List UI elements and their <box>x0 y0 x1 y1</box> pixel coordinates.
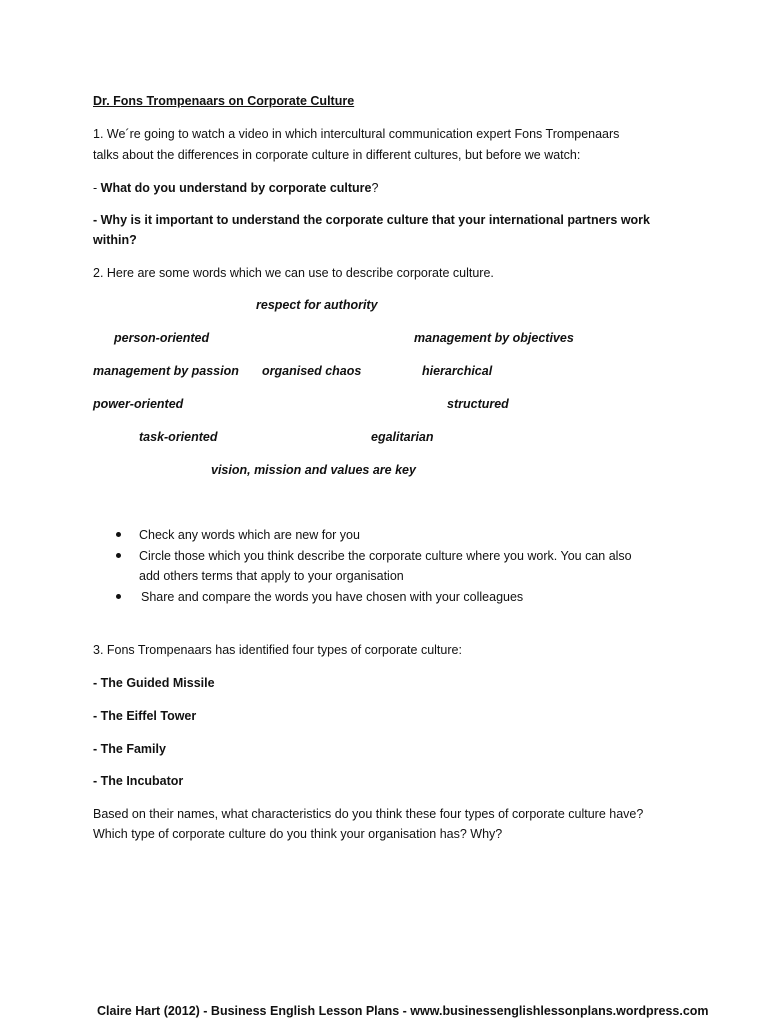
q1-bullet-a-prefix: - <box>93 181 101 195</box>
q3-question-line-2: Which type of corporate culture do you think your organisation has? Why? <box>93 827 503 841</box>
q2-bullet-2-line-1: Circle those which you think describe the corporate culture where you work. You can also <box>139 549 632 563</box>
q3-type-guided-missile: - The Guided Missile <box>93 676 215 690</box>
word-management-by-objectives: management by objectives <box>414 331 574 345</box>
bullet-icon <box>116 532 121 537</box>
word-structured: structured <box>447 397 509 411</box>
q3-type-family: - The Family <box>93 742 166 756</box>
word-egalitarian: egalitarian <box>371 430 434 444</box>
q3-type-eiffel-tower: - The Eiffel Tower <box>93 709 197 723</box>
word-task-oriented: task-oriented <box>139 430 218 444</box>
word-power-oriented: power-oriented <box>93 397 184 411</box>
q3-type-incubator: - The Incubator <box>93 774 184 788</box>
bullet-icon <box>116 553 121 558</box>
q1-line-1: 1. We´re going to watch a video in which intercultural communication expert Fons Trompenaars <box>93 127 620 141</box>
word-hierarchical: hierarchical <box>422 364 493 378</box>
q1-bullet-b-line-1: - Why is it important to understand the corporate culture that your international partners work <box>93 213 651 227</box>
bullet-icon <box>116 594 121 599</box>
word-organised-chaos: organised chaos <box>262 364 362 378</box>
q1-bullet-a-suffix: ? <box>371 181 379 195</box>
word-person-oriented: person-oriented <box>114 331 210 345</box>
page-title: Dr. Fons Trompenaars on Corporate Culture <box>93 94 355 108</box>
q2-bullet-2-line-2: add others terms that apply to your organisation <box>139 569 404 583</box>
q1-bullet-a <box>93 178 378 199</box>
q2-intro: 2. Here are some words which we can use to describe corporate culture. <box>93 266 494 280</box>
word-management-by-passion: management by passion <box>93 364 239 378</box>
q3-intro: 3. Fons Trompenaars has identified four types of corporate culture: <box>93 643 462 657</box>
footer-credit: Claire Hart (2012) - Business English Lesson Plans - www.businessenglishlessonplans.wordpress.com <box>97 1004 709 1018</box>
q3-question-line-1: Based on their names, what characteristics do you think these four types of corporate culture have? <box>93 807 644 821</box>
q2-bullet-3: Share and compare the words you have chosen with your colleagues <box>141 590 524 604</box>
word-respect-for-authority: respect for authority <box>256 298 378 312</box>
word-vision-mission-values: vision, mission and values are key <box>211 463 416 477</box>
q1-bullet-a-text: What do you understand by corporate culture <box>100 181 372 195</box>
q2-bullet-1: Check any words which are new for you <box>139 528 360 542</box>
q1-line-2: talks about the differences in corporate culture in different cultures, but before we watch: <box>93 148 581 162</box>
q1-bullet-b-line-2: within? <box>93 233 137 247</box>
